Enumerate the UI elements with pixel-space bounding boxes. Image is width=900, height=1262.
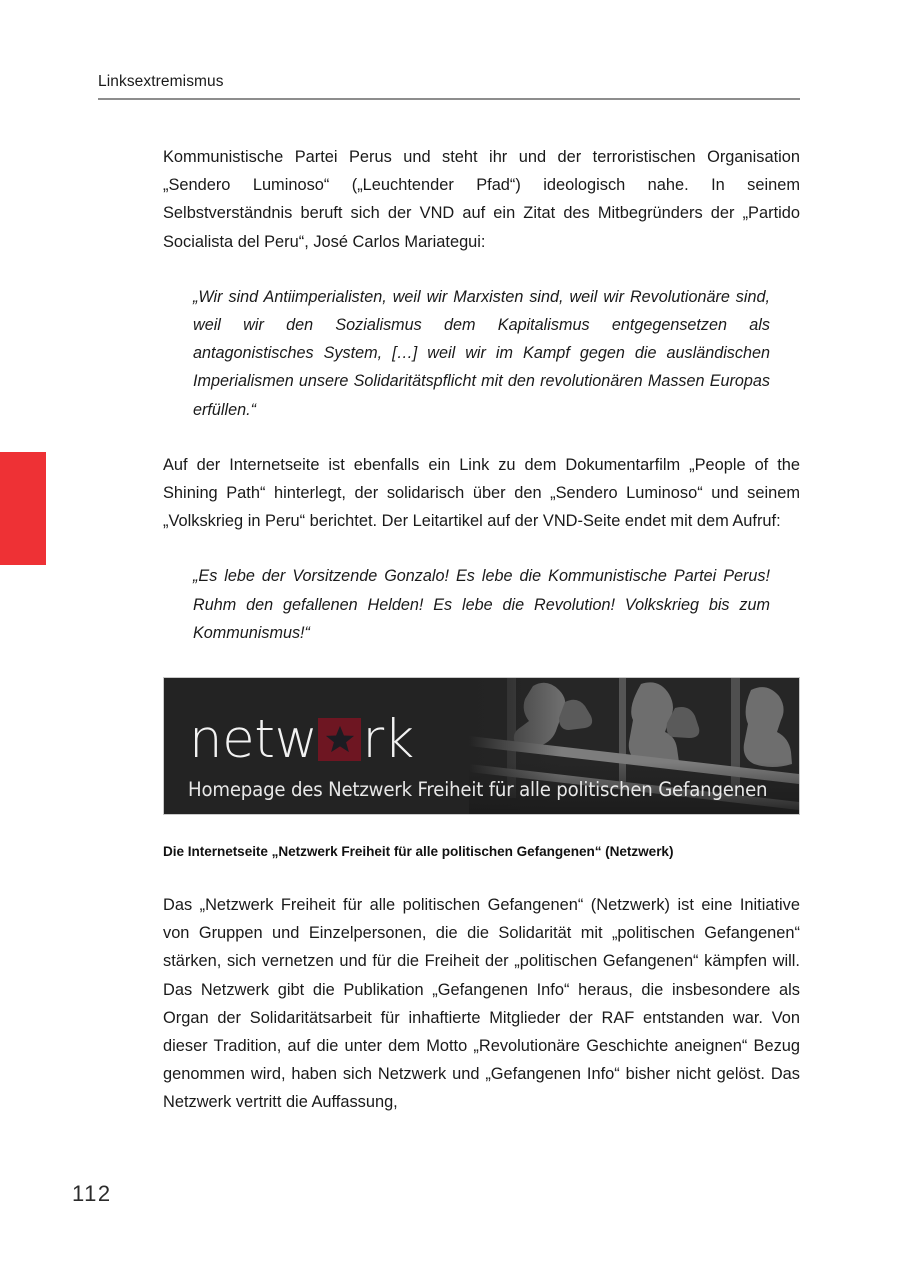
network-banner-image (163, 677, 800, 815)
wordmark-text-before: netw (189, 708, 318, 770)
body-paragraph-1: Kommunistische Partei Perus und steht ihr und der terroristischen Organisation „Sendero Luminoso“ („Leuchtender Pfad“) ideologisch nahe. In seinem Selbstverständnis beruft sich der VND auf ein Zitat des Mitbegründers der „Partido Socialista del Peru“, José Carlos Mariategui: (163, 148, 800, 251)
network-wordmark (189, 708, 414, 770)
running-head-rule (98, 98, 800, 100)
spacer (163, 424, 800, 451)
figure-caption: Die Internetseite „Netzwerk Freiheit für alle politischen Gefangenen“ (Netzwerk) (163, 844, 674, 860)
page-number: 112 (72, 1181, 112, 1206)
blockquote-aufruf: „Es lebe der Vorsitzende Gonzalo! Es lebe die Kommunistische Partei Perus! Ruhm den gefallenen Helden! Es lebe die Revolution! Volkskrieg bis zum Kommunismus!“ (193, 567, 770, 642)
wordmark-text-after: rk (362, 708, 414, 770)
text-column (163, 143, 800, 1117)
spacer (163, 861, 800, 891)
running-head (98, 72, 800, 100)
figure-network-website (163, 677, 800, 861)
spacer (163, 535, 800, 562)
blockquote-mariategui: „Wir sind Antiimperialisten, weil wir Marxisten sind, weil wir Revolutionäre sind, weil wir den Sozialismus dem Kapitalismus entgegensetzen als antagonistisches System, […] weil wir im Kampf gegen die ausländischen Imperialismen unsere Solidaritätspflicht mit den revolutionären Massen Europas erfüllen.“ (193, 287, 770, 419)
running-head-title: Linksextremismus (98, 73, 224, 90)
spacer (163, 256, 800, 283)
section-margin-tab (0, 452, 46, 565)
body-paragraph-3: Das „Netzwerk Freiheit für alle politischen Gefangenen“ (Netzwerk) ist eine Initiative von Gruppen und Einzelpersonen, die die Solidarität mit „politischen Gefangenen“ stärken, sich vernetzen und für die Freiheit der „politischen Gefangenen“ kämpfen will. Das Netzwerk gibt die Publikation „Gefangenen Info“ heraus, die insbesondere als Organ der Solidaritätsarbeit für inhaftierte Mitglieder der RAF entstanden war. Von dieser Tradition, auf die unter dem Motto „Revolutionäre Geschichte aneignen“ Bezug genommen wird, haben sich Netzwerk und „Gefangenen Info“ bisher nicht gelöst. Das Netzwerk vertritt die Auffassung, (163, 896, 800, 1112)
red-star-icon (318, 718, 361, 761)
spacer (163, 647, 800, 677)
banner-subtitle: Homepage des Netzwerk Freiheit für alle politischen Gefangenen (188, 778, 768, 802)
body-paragraph-2: Auf der Internetseite ist ebenfalls ein Link zu dem Dokumentarfilm „People of the Shining Path“ hinterlegt, der solidarisch über den „Sendero Luminoso“ und seinem „Volkskrieg in Peru“ berichtet. Der Leitartikel auf der VND-Seite endet mit dem Aufruf: (163, 455, 800, 531)
